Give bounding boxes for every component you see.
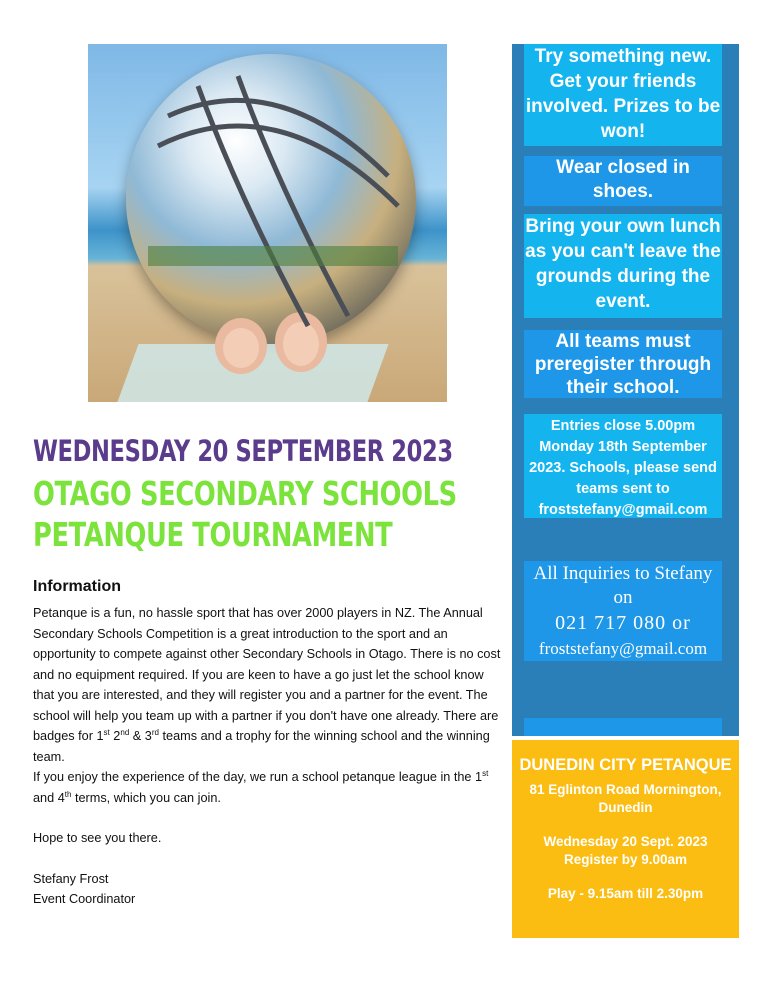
- sup-th: th: [64, 789, 72, 799]
- sup-st: st: [103, 727, 110, 737]
- spacer: [33, 808, 503, 828]
- inquiry-on: on: [613, 587, 633, 608]
- sidebar-box-closed-shoes: Wear closed in shoes.: [524, 156, 722, 206]
- sidebar-box-try-something: Try something new. Get your friends involved. Prizes to be won!: [524, 44, 722, 146]
- sup-rd: rd: [151, 727, 159, 737]
- inquiry-phone: 021 717 080 or: [555, 612, 691, 634]
- sidebar-box-empty: [524, 718, 722, 736]
- information-body: [33, 603, 503, 910]
- venue-address: 81 Eglinton Road Mornington, Dunedin: [529, 782, 722, 815]
- sup-st: st: [482, 768, 489, 778]
- venue-date: Wednesday 20 Sept. 2023: [543, 834, 708, 849]
- hope-line: Hope to see you there.: [33, 831, 162, 845]
- venue-date-block: [512, 833, 739, 869]
- venue-name: DUNEDIN CITY PETANQUE: [519, 756, 732, 774]
- inquiry-line: All Inquiries to Stefany: [533, 563, 713, 584]
- sidebar-box-inquiries: [524, 561, 722, 661]
- venue-register: Register by 9.00am: [563, 852, 688, 867]
- signature-name: Stefany Frost: [33, 871, 109, 886]
- sup-nd: nd: [120, 727, 130, 737]
- inquiry-email: froststefany@gmail.com: [538, 639, 708, 658]
- title-line-1: OTAGO SECONDARY SCHOOLS: [33, 474, 457, 513]
- info-text: terms, which you can join.: [71, 790, 221, 805]
- info-text: If you enjoy the experience of the day, we run a school petanque league in the 1: [33, 770, 483, 784]
- info-text: 2: [109, 729, 121, 743]
- spacer: [33, 849, 503, 869]
- title-line-2: PETANQUE TOURNAMENT: [33, 515, 393, 554]
- event-date-heading: WEDNESDAY 20 SEPTEMBER 2023: [33, 434, 453, 468]
- signature-role: Event Coordinator: [33, 892, 136, 906]
- venue-play-time: Play - 9.15am till 2.30pm: [547, 886, 704, 901]
- info-text: & 3: [129, 729, 152, 743]
- ball-grooves: [128, 56, 418, 346]
- info-text: and 4: [33, 790, 65, 805]
- venue-box: [512, 740, 739, 938]
- sidebar-box-preregister: All teams must preregister through their school.: [524, 330, 722, 398]
- sidebar-box-bring-lunch: Bring your own lunch as you can't leave the grounds during the event.: [524, 214, 722, 318]
- info-text: teams and a trophy for the winning school and the winning team.: [33, 729, 490, 764]
- info-text: Petanque is a fun, no hassle sport that has over 2000 players in NZ. The Annual Secondary Schools Competition is a great introduction to the sport and an opportunity to compete against other Secondary Schools in Otago. There is no cost and no equipment required. If you are keen to have a go just let the school know that you are interested, and they will register you and a partner for the event. The school will help you team up with a partner if you don't have one already. There are badges for 1: [33, 606, 501, 743]
- info-paragraph-1: [33, 603, 503, 767]
- info-paragraph-2: [33, 767, 503, 808]
- hero-petanque-ball-image: [88, 44, 447, 402]
- information-heading: Information: [33, 578, 121, 595]
- sidebar-box-entries-close: Entries close 5.00pm Monday 18th September 2023. Schools, please send teams sent to froststefany@gmail.com: [524, 414, 722, 518]
